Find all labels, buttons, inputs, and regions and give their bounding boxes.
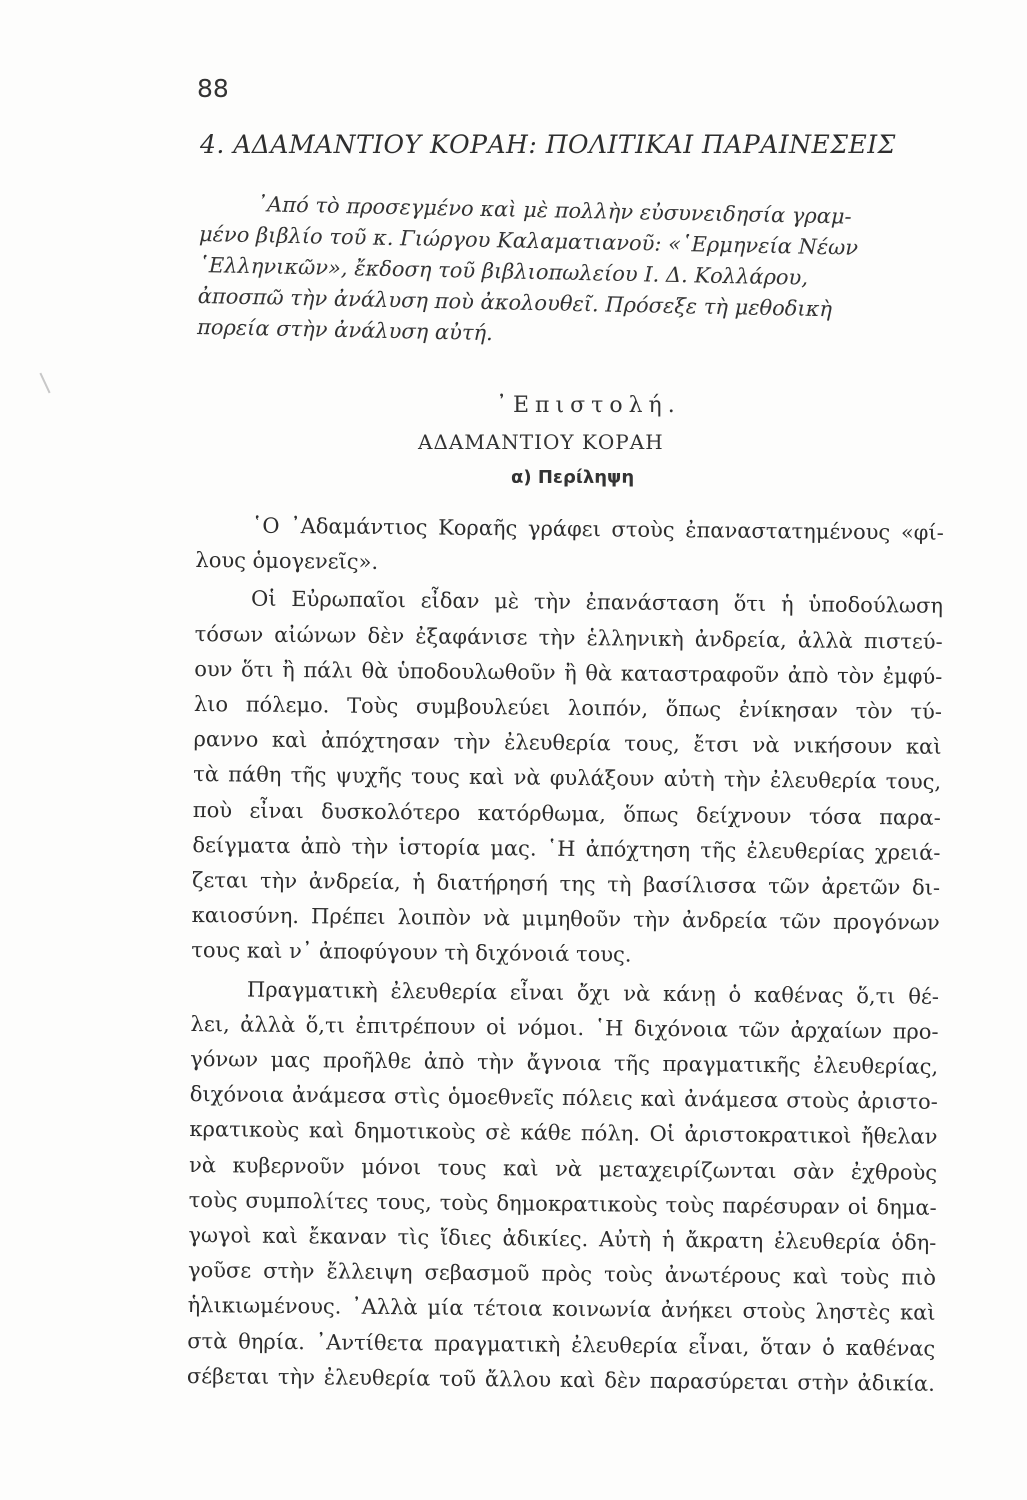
text-line: ουν ὅτι ἢ πάλι θὰ ὑποδουλωθοῦν ἢ θὰ καταστραφοῦν ἀπὸ τὸν ἐμφύ- bbox=[194, 656, 943, 689]
intro-line: ᾿Από τὸ προσεγμένο καὶ μὲ πολλὴν εὐσυνειδησία γραμ- bbox=[256, 192, 852, 229]
text-line: καιοσύνη. Πρέπει λοιπὸν νὰ μιμηθοῦν τὴν ἀνδρεία τῶν προγόνων bbox=[191, 903, 940, 936]
intro-line: πορεία στὴν ἀνάλυση αὐτή. bbox=[196, 314, 494, 346]
intro-paragraph bbox=[197, 188, 945, 359]
text-line: λει, ἀλλὰ ὅ,τι ἐπιτρέπουν οἱ νόμοι. ῾Η διχόνοια τῶν ἀρχαίων προ- bbox=[190, 1011, 939, 1044]
text-line: γωγοὶ καὶ ἔκαναν τὶς ἴδιες ἀδικίες. Αὐτὴ ἡ ἄκρατη ἐλευθερία ὁδη- bbox=[188, 1223, 937, 1255]
chapter-title: 4. ΑΔΑΜΑΝΤΙΟΥ ΚΟΡΑΗ: ΠΟΛΙΤΙΚΑΙ ΠΑΡΑΙΝΕΣΕΙΣ bbox=[200, 130, 896, 159]
text-line: ζεται τὴν ἀνδρεία, ἡ διατήρησή της τὴ βασίλισσα τῶν ἀρετῶν δι- bbox=[191, 868, 941, 900]
margin-mark bbox=[39, 373, 50, 394]
text-line: Οἱ Εὐρωπαῖοι εἶδαν μὲ τὴν ἐπανάσταση ὅτι ἡ ὑποδούλωση bbox=[250, 586, 944, 619]
text-line: ποὺ εἶναι δυσκολότερο κατόρθωμα, ὅπως δείχνουν τόσα παρα- bbox=[192, 797, 941, 830]
text-line: νὰ κυβερνοῦν μόνοι τους καὶ νὰ μεταχειρίζωνται σὰν ἐχθροὺς bbox=[188, 1152, 938, 1185]
summary-text bbox=[187, 508, 944, 1402]
epistle-heading: ᾿Επιστολή. bbox=[496, 393, 681, 418]
author-heading: ΑΔΑΜΑΝΤΙΟΥ ΚΟΡΑΗ bbox=[418, 430, 664, 454]
text-line: τοὺς συμπολίτες τους, τοὺς δημοκρατικοὺς τοὺς παρέσυραν οἱ δημα- bbox=[188, 1187, 937, 1220]
text-line: γόνων μας προῆλθε ἀπὸ τὴν ἄγνοια τῆς πραγματικῆς ἐλευθερίας, bbox=[190, 1047, 939, 1079]
text-line: στὰ θηρία. ᾿Αντίθετα πραγματικὴ ἐλευθερία εἶναι, ὅταν ὁ καθένας bbox=[187, 1328, 936, 1361]
text-line: δείγματα ἀπὸ τὴν ἱστορία μας. ῾Η ἀπόχτηση τῆς ἐλευθερίας χρειά- bbox=[192, 832, 941, 865]
text-line: λους ὁμογενεῖς». bbox=[195, 548, 379, 575]
text-line: διχόνοια ἀνάμεσα στὶς ὁμοεθνεῖς πόλεις καὶ ἀνάμεσα στοὺς ἀριστο- bbox=[189, 1082, 938, 1115]
text-line: σέβεται τὴν ἐλευθερία τοῦ ἄλλου καὶ δὲν παρασύρεται στὴν ἀδικία. bbox=[186, 1363, 935, 1396]
text-line: τους καὶ ν᾿ ἀποφύγουν τὴ διχόνοιά τους. bbox=[191, 938, 632, 968]
text-line: λιο πόλεμο. Τοὺς συμβουλεύει λοιπόν, ὅπως ἐνίκησαν τὸν τύ- bbox=[193, 692, 943, 724]
text-line: ἡλικιωμένους. ᾿Αλλὰ μία τέτοια κοινωνία ἀνήκει στοὺς ληστὲς καὶ bbox=[187, 1293, 936, 1326]
intro-line: ἀποσπῶ τὴν ἀνάλυση ποὺ ἀκολουθεῖ. Πρόσεξε τὴ μεθοδικὴ bbox=[197, 283, 833, 322]
subsection-heading: α) Περίληψη bbox=[511, 467, 635, 488]
intro-line: μένο βιβλίο τοῦ κ. Γιώργου Καλαματιανοῦ: «῾Ερμηνεία Νέων bbox=[198, 221, 859, 260]
text-line: γοῦσε στὴν ἔλλειψη σεβασμοῦ πρὸς τοὺς ἀνωτέρους καὶ τοὺς πιὸ bbox=[187, 1258, 937, 1291]
intro-line: ῾Ελληνικῶν», ἔκδοση τοῦ βιβλιοπωλείου Ι. Δ. Κολλάρου, bbox=[198, 252, 809, 290]
text-line: ραννο καὶ ἀπόχτησαν τὴν ἐλευθερία τους, ἔτσι νὰ νικήσουν καὶ bbox=[193, 727, 942, 760]
text-line: τόσων αἰώνων δὲν ἐξαφάνισε τὴν ἑλληνικὴ ἀνδρεία, ἀλλὰ πιστεύ- bbox=[194, 621, 943, 654]
text-line: τὰ πάθη τῆς ψυχῆς τους καὶ νὰ φυλάξουν αὐτὴ τὴν ἐλευθερία τους, bbox=[193, 762, 942, 795]
text-line: ῾Ο ᾿Αδαμάντιος Κοραῆς γράφει στοὺς ἐπαναστατημένους «φί- bbox=[251, 513, 944, 545]
text-line: Πραγματικὴ ἐλευθερία εἶναι ὄχι νὰ κάνῃ ὁ καθένας ὅ,τι θέ- bbox=[246, 977, 940, 1009]
page-number: 88 bbox=[197, 74, 229, 103]
text-line: κρατικοὺς καὶ δημοτικοὺς σὲ κάθε πόλη. Οἱ ἀριστοκρατικοὶ ἤθελαν bbox=[189, 1117, 938, 1150]
